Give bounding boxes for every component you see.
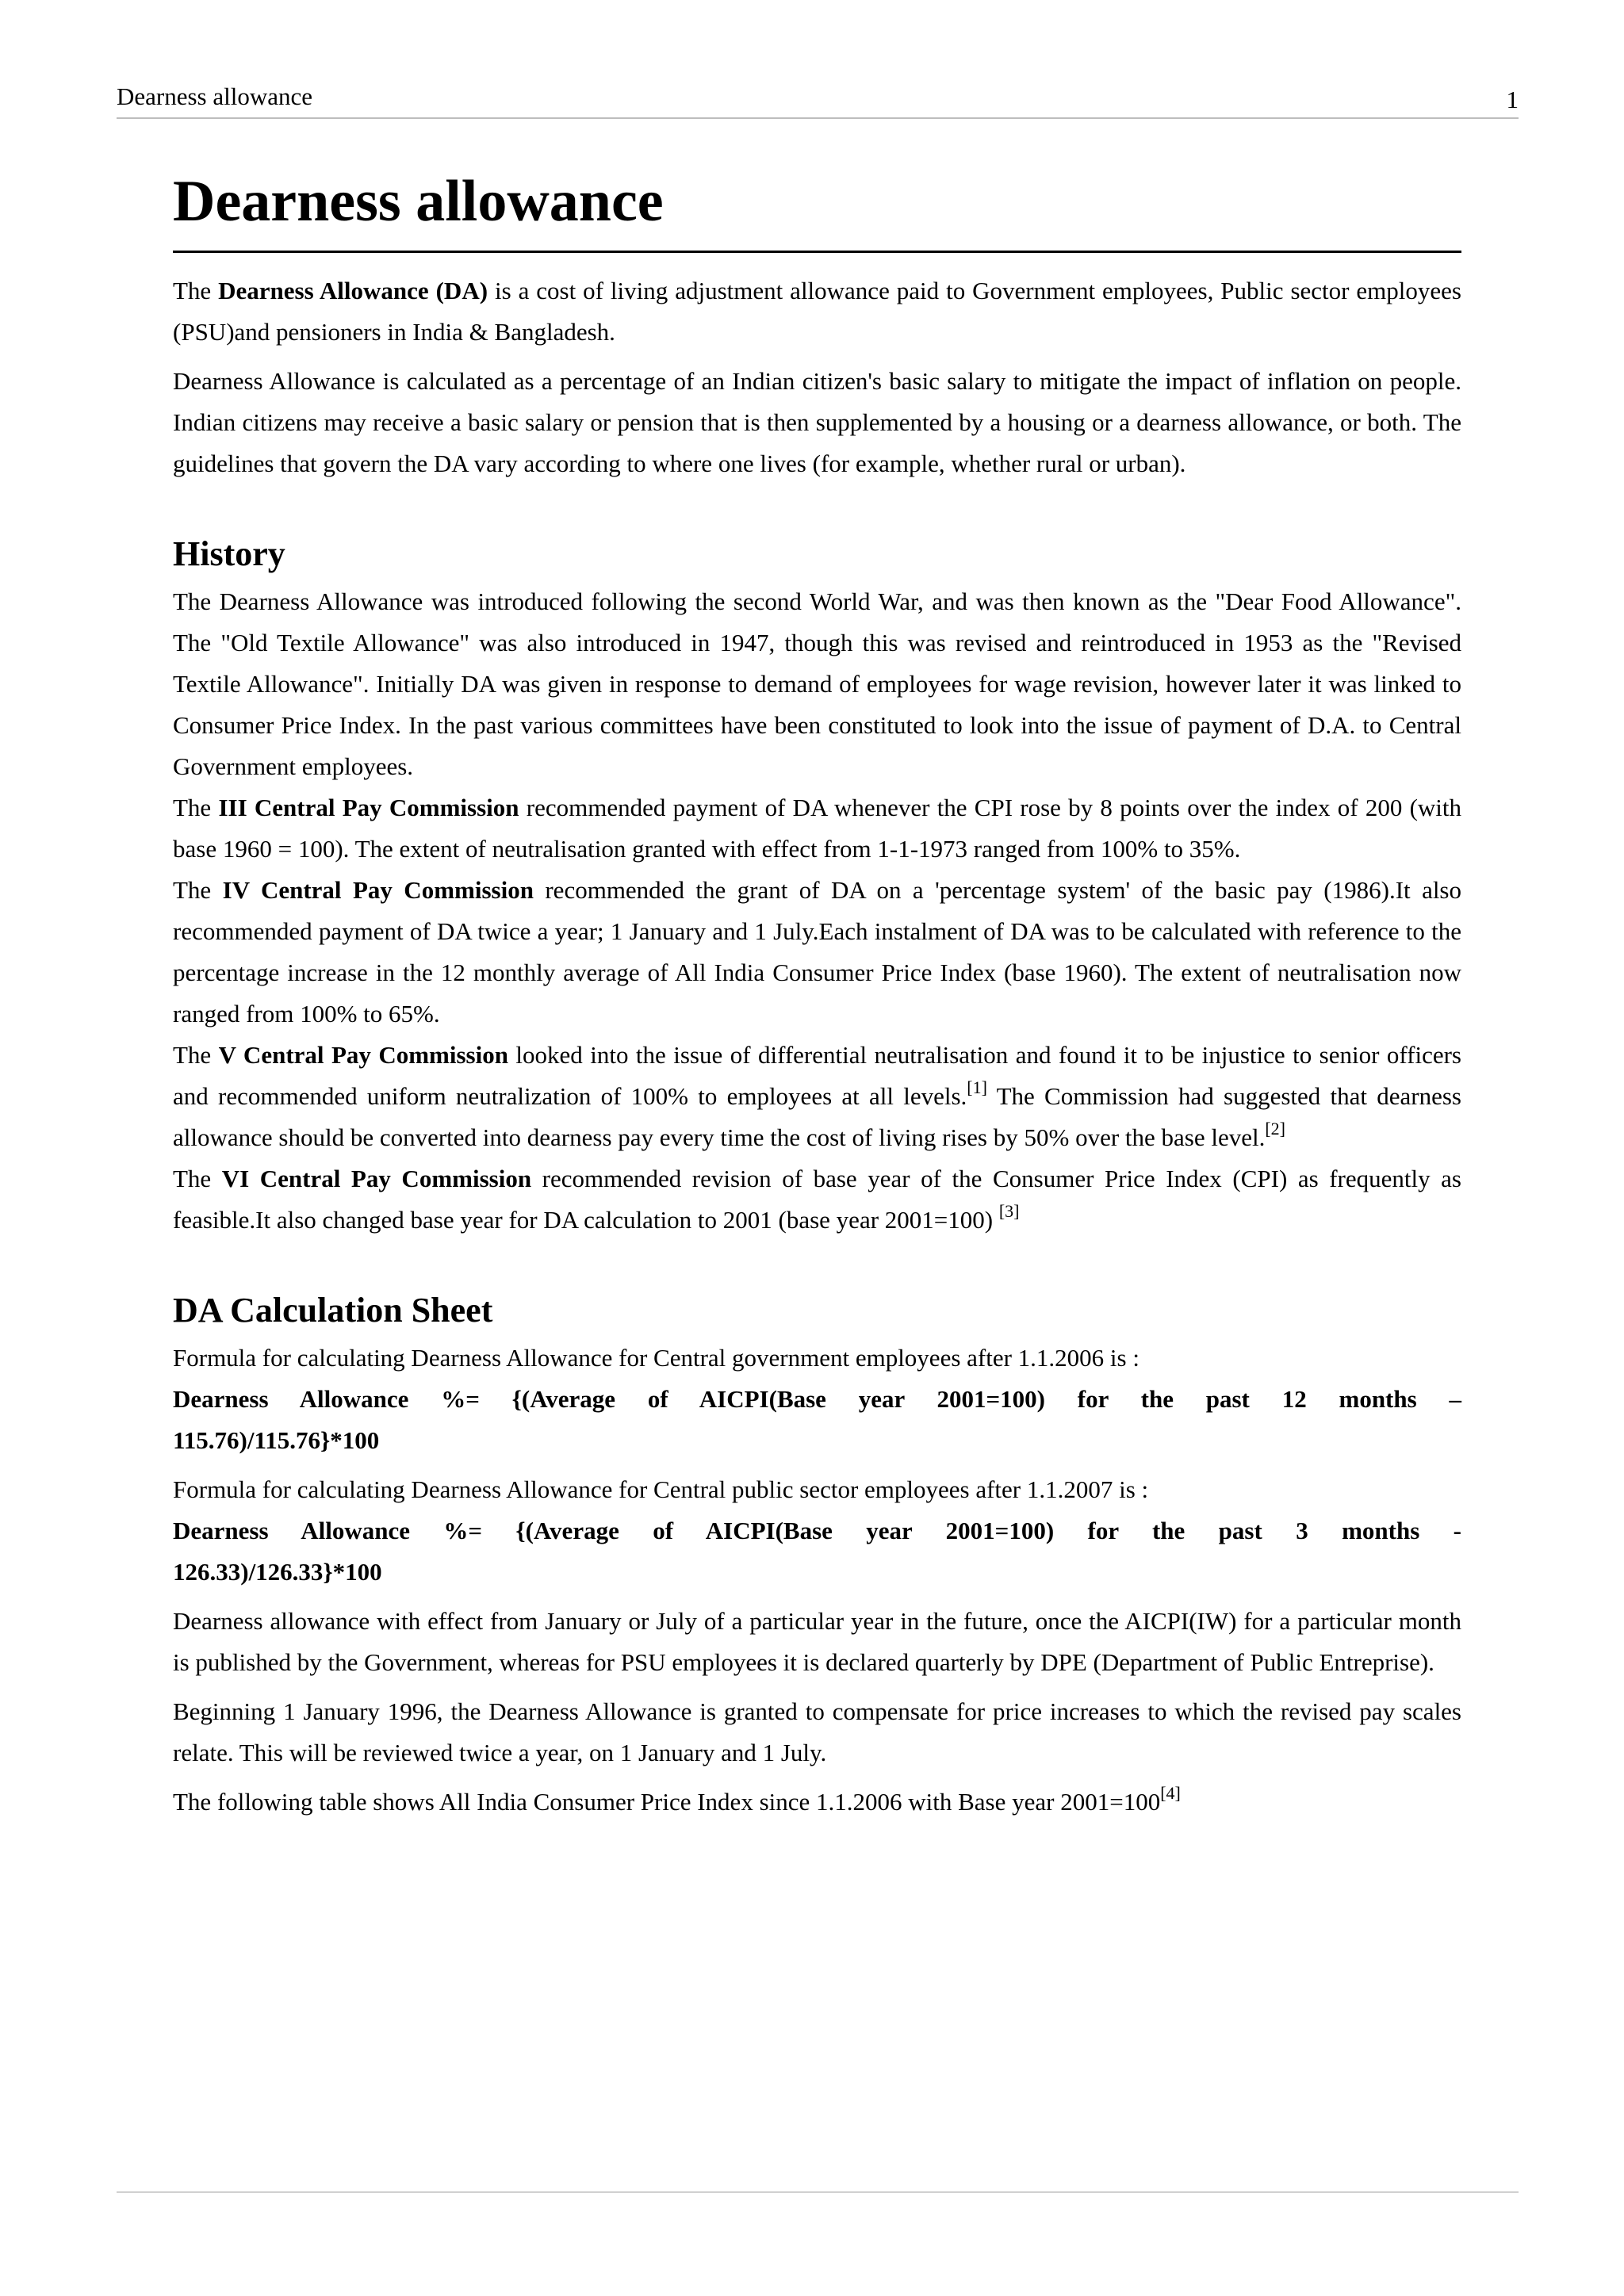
formula-psu <box>173 1510 1461 1593</box>
reference-link-4[interactable]: [4] <box>1160 1783 1181 1803</box>
formula-central-govt <box>173 1379 1461 1461</box>
formula-central-govt-line-1: Dearness Allowance %= {(Average of AICPI(Base year 2001=100) for the past 12 months – <box>173 1385 1461 1413</box>
reference-link-1[interactable]: [1] <box>967 1077 987 1097</box>
running-title: Dearness allowance <box>117 82 313 110</box>
history-paragraph-4: The V Central Pay Commission looked into the issue of differential neutralisation and found it to be injustice to senior officers and recommended uniform neutralization of 100% to employees at all levels.[1] The Commission had suggested that dearness allowance should be converted into dearness pay every time the cost of living rises by 50% over the base level.[2] <box>173 1041 1461 1151</box>
history-heading: History <box>173 534 285 573</box>
article-body <box>173 159 1461 1823</box>
da-calculation-heading: DA Calculation Sheet <box>173 1291 493 1330</box>
history-paragraph-1: The Dearness Allowance was introduced following the second World War, and was then known as the "Dear Food Allowance". The "Old Textile Allowance" was also introduced in 1947, though this was revised and reintroduced in 1953 as the "Revised Textile Allowance". Initially DA was given in response to demand of employees for wage revision, however later it was linked to Consumer Price Index. In the past various committees have been constituted to look into the issue of payment of D.A. to Central Government employees. <box>173 587 1461 780</box>
term-vi-cpc: VI Central Pay Commission <box>221 1165 532 1192</box>
calc-paragraph-5: The following table shows All India Consumer Price Index since 1.1.2006 with Base year 2001=100[4] <box>173 1783 1181 1816</box>
history-paragraph-2: The III Central Pay Commission recommended payment of DA whenever the CPI rose by 8 points over the index of 200 (with base 1960 = 100). The extent of neutralisation granted with effect from 1-1-1973 ranged from 100% to 35%. <box>173 794 1462 863</box>
intro-paragraph-1: The Dearness Allowance (DA) is a cost of living adjustment allowance paid to Government employees, Public sector employees (PSU)and pensioners in India & Bangladesh. <box>173 277 1461 346</box>
page-header <box>117 79 1519 119</box>
calc-paragraph-2: Formula for calculating Dearness Allowance for Central public sector employees after 1.1.2007 is : <box>173 1475 1149 1503</box>
intro-paragraph-2: Dearness Allowance is calculated as a percentage of an Indian citizen's basic salary to mitigate the impact of inflation on people. Indian citizens may receive a basic salary or pension that is then supplemented by a housing or a dearness allowance, or both. The guidelines that govern the DA vary according to where one lives (for example, whether rural or urban). <box>173 367 1461 477</box>
page-title: Dearness allowance <box>173 159 1461 253</box>
calc-paragraph-1: Formula for calculating Dearness Allowance for Central government employees after 1.1.2006 is : <box>173 1344 1139 1372</box>
term-dearness-allowance: Dearness Allowance (DA) <box>218 277 488 304</box>
calc-paragraph-4: Beginning 1 January 1996, the Dearness Allowance is granted to compensate for price increases to which the revised pay scales relate. This will be reviewed twice a year, on 1 January and 1 July. <box>173 1697 1461 1766</box>
history-paragraph-5: The VI Central Pay Commission recommended revision of base year of the Consumer Price Index (CPI) as frequently as feasible.It also changed base year for DA calculation to 2001 (base year 2001=100) [3] <box>173 1165 1461 1234</box>
history-paragraph-3: The IV Central Pay Commission recommended the grant of DA on a 'percentage system' of the basic pay (1986).It also recommended payment of DA twice a year; 1 January and 1 July.Each instalment of DA was to be calculated with reference to the percentage increase in the 12 monthly average of All India Consumer Price Index (base 1960). The extent of neutralisation now ranged from 100% to 65%. <box>173 876 1461 1027</box>
calc-paragraph-3: Dearness allowance with effect from January or July of a particular year in the future, once the AICPI(IW) for a particular month is published by the Government, whereas for PSU employees it is declared quarterly by DPE (Department of Public Entreprise). <box>173 1607 1461 1676</box>
formula-central-govt-line-2: 115.76)/115.76}*100 <box>173 1426 380 1454</box>
page-number: 1 <box>1506 86 1519 113</box>
page-footer-rule <box>117 2191 1519 2193</box>
term-iv-cpc: IV Central Pay Commission <box>222 876 534 904</box>
reference-link-2[interactable]: [2] <box>1265 1119 1286 1138</box>
formula-psu-line-1: Dearness Allowance %= {(Average of AICPI(Base year 2001=100) for the past 3 months - <box>173 1517 1461 1544</box>
term-v-cpc: V Central Pay Commission <box>218 1041 508 1069</box>
reference-link-3[interactable]: [3] <box>998 1201 1020 1221</box>
term-iii-cpc: III Central Pay Commission <box>218 794 519 821</box>
formula-psu-line-2: 126.33)/126.33}*100 <box>173 1558 382 1586</box>
